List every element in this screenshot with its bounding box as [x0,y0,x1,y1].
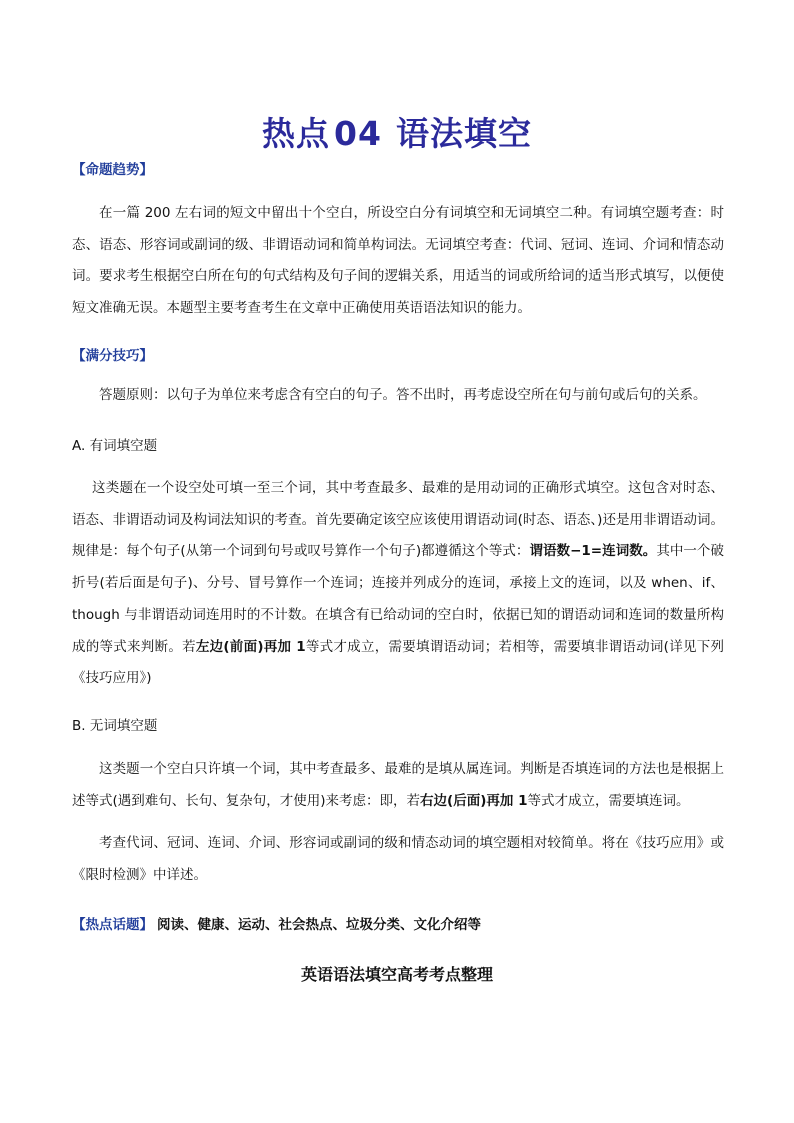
section-heading-topics: 【热点话题】 [72,917,153,933]
paragraph-b-part2: 等式才成立，需要填连词。 [527,792,690,809]
paragraph-a-part3: 等式才成立，需要填谓语动词；若相等，需要填非谓语动词(详见下列《技巧应用》) [72,638,724,687]
paragraph-b-part1: 这类题一个空白只许填一个词，其中考查最多、最难的是填从属连词。判断是否填连词的方法也是根据上述等式(遇到难句、长句、复杂句，才使用)来考虑：即，若 [72,761,724,809]
title-main: 语法填空 [395,114,532,153]
paragraph-a-part1: 这类题在一个设空处可填一至三个词，其中考查最多、最难的是用动词的正确形式填空。这包含对时态、语态、非谓语动词及构词法知识的考查。首先要确定该空应该使用谓语动词(时态、语态、)还是用非谓语动词。规律是：每个句子(从第一个词到句号或叹号算作一个句子)都遵循这个等式： [72,480,724,560]
section-heading-trend: 【命题趋势】 [72,162,153,178]
title-number: 04 [334,114,382,153]
other-paragraph: 考查代词、冠词、连词、介词、形容词或副词的级和情态动词的填空题相对较简单。将在《技巧应用》或《限时检测》中详述。 [72,835,724,883]
paragraph-a-formula: 谓语数−1=连词数。 [529,543,657,560]
hot-topics-list: 阅读、健康、运动、社会热点、垃圾分类、文化介绍等 [157,917,481,933]
trend-paragraph: 在一篇 200 左右词的短文中留出十个空白，所设空白分有词填空和无词填空二种。有词填空题考查：时态、语态、形容词或副词的级、非谓语动词和简单构词法。无词填空考查：代词、冠词、连词、介词和情态动词。要求考生根据空白所在句的句式结构及句子间的逻辑关系，用适当的词或所给词的适当形式填写，以便使短文准确无误。本题型主要考查考生在文章中正确使用英语语法知识的能力。 [72,205,724,317]
principle-paragraph: 答题原则：以句子为单位来考虑含有空白的句子。答不出时，再考虑设空所在句与前句或后句的关系。 [99,387,707,403]
paragraph-b-bold: 右边(后面)再加 1 [420,792,528,809]
section-heading-skills: 【满分技巧】 [72,348,153,364]
paragraph-a-bold: 左边(前面)再加 1 [195,638,306,655]
subheading-b: B. 无词填空题 [72,718,158,734]
title-prefix: 热点 [262,114,331,153]
subheading-a: A. 有词填空题 [72,438,158,454]
paragraph-a [72,473,724,695]
center-title: 英语语法填空高考考点整理 [300,965,493,984]
page-title [0,108,794,155]
hot-topics-line [72,913,481,933]
paragraph-a-part2: 其中一个破折号(若后面是句子)、分号、冒号算作一个连词；连接并列成分的连词，承接上文的连词，以及 when、if、though 与非谓语动词连用时的不计数。在填含有已给动词的空白时，依据已知的谓语动词和连词的数量所构成的等式来判断。若 [72,543,724,655]
paragraph-b [72,754,724,817]
